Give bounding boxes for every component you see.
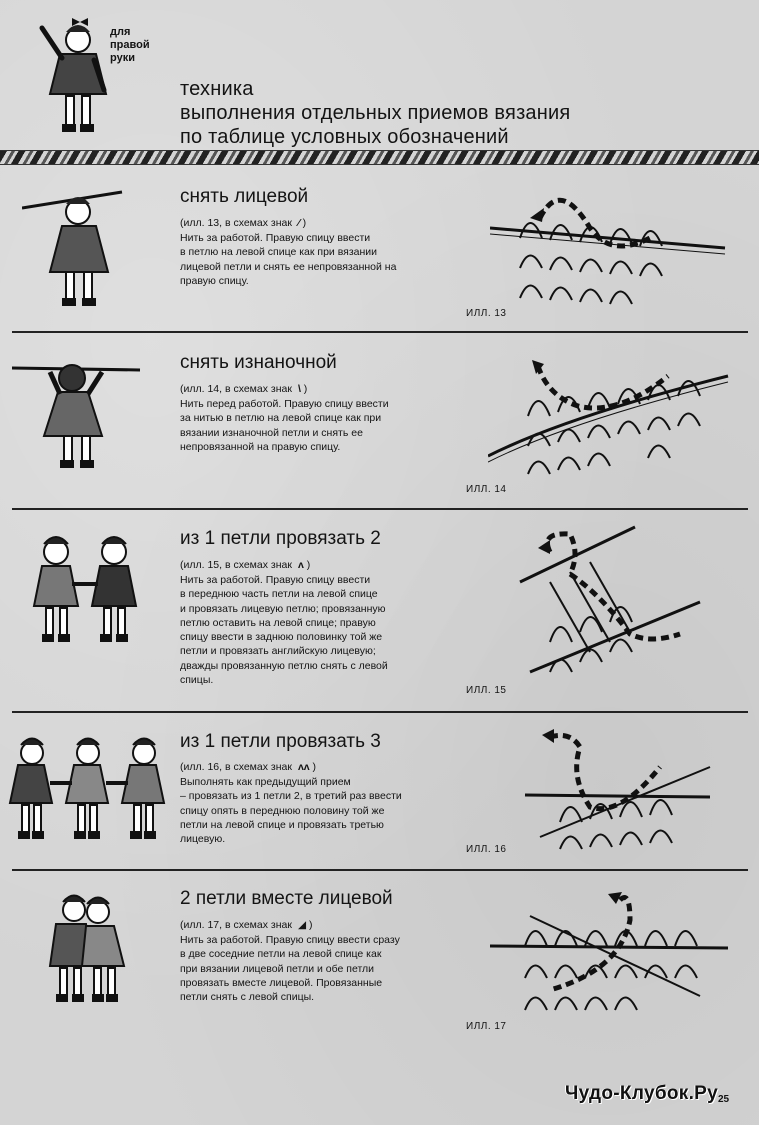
section-description	[180, 933, 450, 1004]
description-line: за нитью в петлю на левой спице как при	[180, 412, 382, 425]
reference-text: (илл. 16, в схемах знак	[180, 761, 292, 773]
section-reference: (илл. 16, в схемах знак ʌʌ )	[180, 761, 317, 773]
illustration-caption: ИЛЛ. 17	[466, 1021, 507, 1032]
girl-back-with-needle-icon	[12, 348, 142, 476]
description-line: спицу ввести в заднюю половинку той же	[180, 631, 383, 644]
section-divider	[12, 508, 748, 510]
title-line: выполнения отдельных приемов вязания	[180, 102, 571, 124]
page-title	[180, 77, 700, 149]
slash-symbol-icon: ⁄	[297, 217, 300, 229]
rope-divider	[0, 150, 759, 165]
description-line: – провязать из 1 петли 2, в третий раз ввести	[180, 790, 402, 803]
title-line: по таблице условных обозначений	[180, 126, 509, 148]
hand-label: для правой руки	[110, 26, 150, 64]
description-line: Выполнять как предыдущий прием	[180, 776, 351, 788]
description-line: Нить за работой. Правую спицу ввести	[180, 574, 371, 586]
reference-text: (илл. 13, в схемах знак	[180, 217, 292, 229]
description-line: петли снять с левой спицы.	[180, 991, 315, 1004]
knitting-illustration-17	[490, 886, 730, 1020]
section-title: снять изнаночной	[180, 352, 337, 373]
triple-increase-symbol-icon: ʌʌ	[297, 761, 310, 773]
decrease-symbol-icon: ◢	[297, 919, 307, 931]
section-reference: (илл. 17, в схемах знак ◢ )	[180, 919, 313, 931]
backslash-symbol-icon: \	[297, 383, 301, 395]
site-watermark: Чудо-Клубок.Ру	[565, 1083, 718, 1104]
girl-with-needle-icon	[22, 186, 132, 316]
section-title: снять лицевой	[180, 186, 309, 207]
knitting-illustration-14	[488, 346, 733, 481]
section-description	[180, 573, 450, 687]
section-reference: (илл. 14, в схемах знак \ )	[180, 383, 308, 395]
description-line: петли и провязать английскую лицевую;	[180, 645, 376, 658]
section-description	[180, 397, 450, 454]
description-line: петлю оставить на левой спице; правую	[180, 616, 376, 629]
description-line: в петлю на левой спице как при вязании	[180, 246, 378, 259]
illustration-caption: ИЛЛ. 13	[466, 308, 507, 319]
description-line: правую спицу.	[180, 274, 249, 287]
description-line: дважды провязанную петлю снять с левой	[180, 659, 388, 672]
two-girls-holding-hands-icon	[28, 530, 143, 650]
description-line: спицы.	[180, 674, 214, 687]
description-line: Нить за работой. Правую спицу ввести	[180, 232, 371, 244]
section-divider	[12, 869, 748, 871]
description-line: петли на левой спице и провязать третью	[180, 818, 384, 831]
increase-symbol-icon: ᴧ	[297, 559, 304, 571]
reference-text: (илл. 15, в схемах знак	[180, 559, 292, 571]
section-description	[180, 775, 450, 846]
knitting-illustration-15	[510, 522, 710, 680]
knitting-illustration-16	[520, 727, 715, 852]
description-line: при вязании лицевой петли и обе петли	[180, 962, 375, 975]
description-line: спицу опять в переднюю половину той же	[180, 804, 385, 817]
page-number: 25	[718, 1094, 730, 1105]
description-line: Нить за работой. Правую спицу ввести сразу	[180, 934, 400, 946]
description-line: лицевую.	[180, 833, 226, 846]
reference-text: (илл. 17, в схемах знак	[180, 919, 292, 931]
section-title: из 1 петли провязать 2	[180, 528, 381, 549]
three-girls-holding-hands-icon	[8, 733, 168, 851]
illustration-caption: ИЛЛ. 14	[466, 484, 507, 495]
section-title: из 1 петли провязать 3	[180, 731, 381, 752]
illustration-caption: ИЛЛ. 16	[466, 844, 507, 855]
girl-waving-icon	[30, 18, 110, 140]
section-divider	[12, 711, 748, 713]
description-line: вязании изнаночной петли и снять ее	[180, 426, 363, 439]
reference-text: (илл. 14, в схемах знак	[180, 383, 292, 395]
description-line: Нить перед работой. Правую спицу ввести	[180, 398, 389, 410]
description-line: провязать вместе лицевой. Провязанные	[180, 976, 383, 989]
section-reference: (илл. 15, в схемах знак ᴧ )	[180, 559, 311, 571]
title-line: техника	[180, 78, 254, 100]
section-description	[180, 231, 450, 288]
two-girls-hugging-icon	[46, 890, 128, 1010]
description-line: в две соседние петли на левой спице как	[180, 948, 382, 961]
section-reference: (илл. 13, в схемах знак ⁄ )	[180, 217, 307, 229]
section-title: 2 петли вместе лицевой	[180, 888, 393, 909]
description-line: лицевой петли и снять ее непровязанной на	[180, 260, 397, 273]
illustration-caption: ИЛЛ. 15	[466, 685, 507, 696]
description-line: непровязанной на правую спицу.	[180, 440, 341, 453]
knitting-illustration-13	[490, 178, 730, 308]
description-line: и провязать лицевую петлю; провязанную	[180, 602, 386, 615]
description-line: в переднюю часть петли на левой спице	[180, 588, 378, 601]
section-divider	[12, 331, 748, 333]
